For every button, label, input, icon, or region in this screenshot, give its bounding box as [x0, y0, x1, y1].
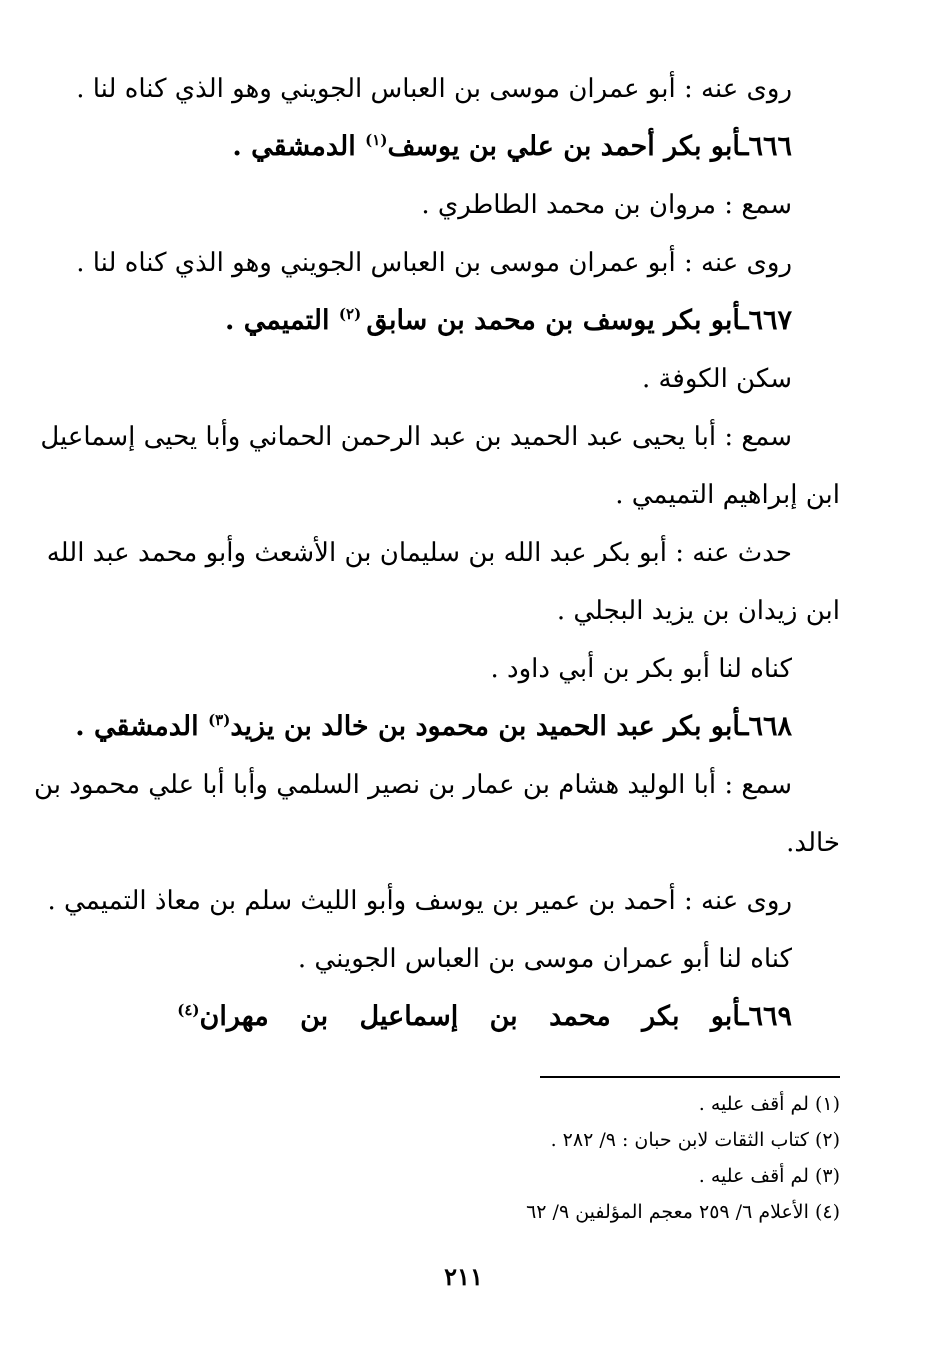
text-line: سكن الكوفة .: [641, 364, 792, 394]
text-line: سمع : مروان بن محمد الطاطري .: [421, 190, 792, 220]
entry-number: ٦٦٧ـ: [740, 305, 792, 336]
entry-number: ٦٦٨ـ: [740, 711, 792, 742]
entry-name: أبو بكر أحمد بن علي بن يوسف: [387, 131, 741, 162]
text-line: كناه لنا أبو عمران موسى بن العباس الجويني .: [297, 944, 792, 974]
entry-name: أبو بكر يوسف بن محمد بن سابق: [366, 305, 741, 336]
footnote-ref: (١): [365, 131, 388, 149]
entry-heading-667: [100, 292, 840, 350]
text-line: سمع : أبا يحيى عبد الحميد بن عبد الرحمن الحماني وأبا يحيى إسماعيل: [40, 422, 792, 452]
text-line: حدث عنه : أبو بكر عبد الله بن سليمان بن الأشعث وأبو محمد عبد الله: [46, 538, 792, 568]
footnote: (١) لم أقف عليه .: [698, 1093, 840, 1115]
footnote-separator: [540, 1076, 840, 1078]
main-text: [33, 60, 840, 1046]
footnote: (٢) كتاب الثقات لابن حبان : ٩/ ٢٨٢ .: [550, 1129, 840, 1151]
footnote-ref: (٣): [208, 711, 231, 729]
footnote-ref: (٤): [177, 1001, 200, 1019]
text-line: ابن إبراهيم التميمي .: [615, 480, 840, 510]
page-number: ٢١١: [444, 1262, 483, 1291]
entry-name: أبو بكر محمد بن إسماعيل بن مهران: [199, 1001, 741, 1032]
text-line: خالد.: [786, 828, 840, 858]
entry-nisba: التميمي .: [224, 305, 339, 336]
footnote: (٣) لم أقف عليه .: [698, 1165, 840, 1187]
text-line: ابن زيدان بن يزيد البجلي .: [556, 596, 840, 626]
entry-heading-669: [100, 988, 840, 1046]
footnote-ref: (٢): [338, 305, 367, 323]
text-line: روى عنه : أبو عمران موسى بن العباس الجويني وهو الذي كناه لنا .: [76, 248, 792, 278]
entry-number: ٦٦٦ـ: [740, 131, 792, 162]
footnotes: [300, 1086, 840, 1230]
entry-name: أبو بكر عبد الحميد بن محمود بن خالد بن يزيد: [230, 711, 741, 742]
entry-number: ٦٦٩ـ: [740, 1001, 792, 1032]
text-line: روى عنه : أحمد بن عمير بن يوسف وأبو الليث سلم بن معاذ التميمي .: [47, 886, 792, 916]
text-line: كناه لنا أبو بكر بن أبي داود .: [490, 654, 792, 684]
entry-heading-666: [100, 118, 840, 176]
text-line: سمع : أبا الوليد هشام بن عمار بن نصير السلمي وأبا أبا علي محمود بن: [33, 770, 792, 800]
entry-heading-668: [75, 698, 840, 756]
footnote: (٤) الأعلام ٦/ ٢٥٩ معجم المؤلفين ٩/ ٦٢: [526, 1201, 840, 1223]
entry-nisba: الدمشقي .: [232, 131, 366, 162]
text-line: روى عنه : أبو عمران موسى بن العباس الجويني وهو الذي كناه لنا .: [76, 74, 792, 104]
entry-nisba: الدمشقي .: [75, 711, 209, 742]
